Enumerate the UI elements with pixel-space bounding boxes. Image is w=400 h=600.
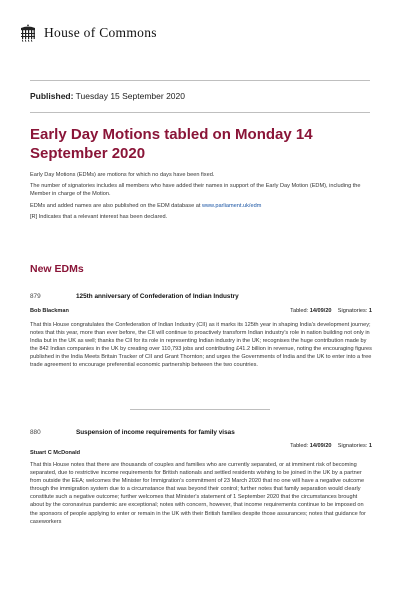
divider <box>30 112 370 113</box>
edm-tabled-info: Tabled: 14/09/20 Signatories: 1 <box>290 443 372 449</box>
portcullis-icon <box>18 23 38 43</box>
edm-divider <box>130 409 270 410</box>
edm-tabled-info: Tabled: 14/09/20 Signatories: 1 <box>290 308 372 314</box>
page-title: Early Day Motions tabled on Monday 14 September 2020 <box>30 126 313 162</box>
edm-sponsor: Stuart C McDonald <box>30 450 81 456</box>
edm-number: 880 <box>30 429 41 436</box>
intro-paragraph: Early Day Motions (EDMs) are motions for which no days have been fixed. <box>30 172 215 178</box>
intro-paragraph: The number of signatories includes all members who have added their names in support of the Early Day Motion (EDM), including the Member in charge of the Motion. <box>30 183 361 198</box>
edm-database-link[interactable]: www.parliament.uk/edm <box>201 202 262 209</box>
edm-title: 125th anniversary of Confederation of Indian Industry <box>76 293 239 300</box>
database-note: EDMs and added names are also published on the EDM database at www.parliament.uk/edm <box>30 202 262 209</box>
published-label: Published: <box>30 91 74 101</box>
intro-paragraph: [R] Indicates that a relevant interest has been declared. <box>30 213 168 220</box>
header <box>18 20 157 46</box>
published-date: Tuesday 15 September 2020 <box>75 91 185 101</box>
intro-notes <box>30 171 372 224</box>
divider <box>30 80 370 81</box>
section-title: New EDMs <box>30 263 84 275</box>
edm-number: 879 <box>30 293 41 300</box>
edm-title: Suspension of income requirements for family visas <box>76 429 235 436</box>
edm-text: That this House notes that there are thousands of couples and families who are currently separated, or at imminent risk of becoming separated, due to restrictive income requirements for British nationals and settled residents wishing to be joined in the UK by a partner from outside the EEA; welcomes the Minister for Immigration's commitment of 23 March 2020 that no one will have a negative outcome through the immigration system due to a circumstance that was beyond their control; further notes that family separation would clearly constitute such a negative outcome; further welcomes that Minister's statement of 1 September 2020 that the circumstances brought about by the coronavirus pandemic are exceptional; notes with concern, however, that income requirements continue to be imposed on the sponsors of people applying to enter or remain in the UK with their British families despite those assurances; notes that guidance for caseworkers <box>30 462 366 525</box>
published-line <box>30 91 185 101</box>
edm-sponsor: Bob Blackman <box>30 308 69 314</box>
house-name: House of Commons <box>44 25 157 40</box>
edm-text: That this House congratulates the Confederation of Indian Industry (CII) as it marks its 125th year in shaping India's development journey; notes that this year, more than ever before, the CII will continue to proactively transform Indian industry's role in nation building not only in India but in the UK as well; thanks the CII for its role in representing Indian industry in the UK; recognises the huge contribution made by the 842 Indian companies in the UK by creating over 110,793 jobs and contributing £41.2 billion in revenue, noting the encouraging figures published in the India Meets Britain Tracker of CII and Grant Thornton; and urges the Governments of India and the UK to enter into a free trade agreement to encourage preferential economic partnership between the two countries. <box>30 322 372 369</box>
